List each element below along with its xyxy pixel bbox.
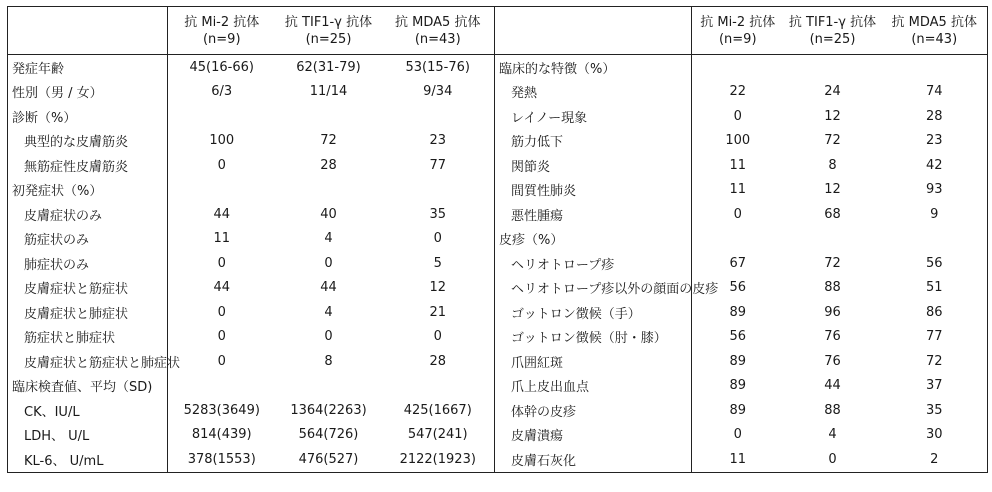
table-row bbox=[8, 227, 988, 252]
right-row-label: 爪上皮出血点 bbox=[495, 374, 692, 399]
left-cell-mi2: 5283(3649) bbox=[183, 402, 260, 418]
right-row-label: 爪囲紅斑 bbox=[495, 349, 692, 374]
left-cell-tif1: 44 bbox=[320, 280, 337, 296]
right-cell-mi2 bbox=[692, 55, 784, 80]
right-row-label: 関節炎 bbox=[495, 153, 692, 178]
right-cell-mda5: 51 bbox=[882, 276, 988, 301]
right-cell-mda5: 30 bbox=[882, 423, 988, 448]
left-cell-mi2: 6/3 bbox=[211, 84, 233, 100]
header-mda5-n: (n=43) bbox=[414, 31, 461, 47]
left-cell-mda5 bbox=[382, 104, 495, 129]
left-row-label: 典型的な皮膚筋炎 bbox=[8, 129, 168, 154]
right-row-label: ヘリオトロープ疹 bbox=[495, 251, 692, 276]
right-cell-tif1 bbox=[784, 55, 882, 80]
left-row-label: CK、IU/L bbox=[8, 398, 168, 423]
left-cell-mi2: 45(16-66) bbox=[189, 59, 254, 75]
table-row bbox=[8, 374, 988, 399]
right-cell-tif1: 12 bbox=[824, 182, 841, 198]
left-cell-mda5: 28 bbox=[429, 353, 447, 369]
header-tif1-right bbox=[784, 7, 882, 55]
table-row bbox=[8, 325, 988, 350]
left-cell-tif1 bbox=[276, 374, 382, 399]
header-mda5-left bbox=[382, 7, 495, 55]
left-row-label: 皮膚症状と筋症状と肺症状 bbox=[8, 349, 168, 374]
left-row-label: 皮膚症状と筋症状 bbox=[8, 276, 168, 301]
left-cell-mi2: 0 bbox=[217, 353, 226, 369]
right-row-label: 臨床的な特徴（%） bbox=[495, 55, 692, 80]
right-cell-mi2: 89 bbox=[729, 402, 747, 418]
header-mi2-n: (n=9) bbox=[718, 31, 757, 47]
header-tif1-title: 抗 TIF1-γ 抗体 bbox=[788, 14, 877, 30]
left-cell-tif1: 8 bbox=[324, 353, 333, 369]
left-cell-tif1: 40 bbox=[320, 206, 337, 222]
left-cell-mda5: 21 bbox=[429, 304, 447, 320]
left-cell-tif1: 564(726) bbox=[298, 427, 359, 443]
left-cell-mda5: 425(1667) bbox=[403, 402, 472, 418]
right-row-label: 筋力低下 bbox=[495, 129, 692, 154]
right-cell-mi2: 89 bbox=[729, 304, 747, 320]
header-mda5-right bbox=[882, 7, 988, 55]
right-cell-tif1: 72 bbox=[824, 255, 841, 271]
header-mda5-n: (n=43) bbox=[911, 31, 958, 47]
table-row bbox=[8, 423, 988, 448]
left-cell-mi2: 100 bbox=[209, 133, 235, 149]
left-cell-mi2: 44 bbox=[213, 206, 231, 222]
table-row bbox=[8, 447, 988, 472]
right-cell-tif1: 88 bbox=[824, 402, 841, 418]
left-cell-mi2: 814(439) bbox=[191, 427, 252, 443]
left-cell-tif1 bbox=[276, 104, 382, 129]
right-cell-mi2: 11 bbox=[729, 182, 747, 198]
left-cell-mda5 bbox=[382, 374, 495, 399]
right-row-label: 間質性肺炎 bbox=[495, 178, 692, 203]
right-cell-mda5: 93 bbox=[882, 178, 988, 203]
table-row bbox=[8, 251, 988, 276]
right-cell-tif1: 76 bbox=[824, 329, 841, 345]
left-cell-mi2: 11 bbox=[213, 231, 231, 247]
left-row-label: 筋症状と肺症状 bbox=[8, 325, 168, 350]
right-cell-tif1: 72 bbox=[824, 133, 841, 149]
right-row-label: ゴットロン徴候（肘・膝） bbox=[495, 325, 692, 350]
right-cell-tif1: 44 bbox=[824, 378, 841, 394]
table-row bbox=[8, 178, 988, 203]
right-cell-mi2: 56 bbox=[729, 280, 747, 296]
right-cell-mi2: 67 bbox=[729, 255, 747, 271]
right-cell-tif1: 68 bbox=[824, 206, 841, 222]
left-cell-mi2: 0 bbox=[217, 157, 226, 173]
left-cell-mda5: 2122(1923) bbox=[382, 447, 495, 472]
right-cell-mda5: 72 bbox=[882, 349, 988, 374]
left-cell-mi2 bbox=[168, 178, 276, 203]
left-cell-tif1: 62(31-79) bbox=[296, 59, 361, 75]
table-row bbox=[8, 398, 988, 423]
right-cell-tif1: 12 bbox=[824, 108, 841, 124]
right-cell-mda5: 77 bbox=[882, 325, 988, 350]
right-cell-tif1: 88 bbox=[824, 280, 841, 296]
table-row bbox=[8, 80, 988, 105]
header-mi2-left bbox=[168, 7, 276, 55]
right-cell-mi2: 100 bbox=[725, 133, 751, 149]
right-cell-tif1: 4 bbox=[828, 427, 837, 443]
header-tif1-title: 抗 TIF1-γ 抗体 bbox=[284, 14, 373, 30]
right-cell-mi2: 0 bbox=[733, 427, 742, 443]
header-mi2-title: 抗 Mi-2 抗体 bbox=[184, 14, 260, 30]
left-cell-tif1: 0 bbox=[324, 255, 333, 271]
left-cell-mda5: 53(15-76) bbox=[405, 59, 470, 75]
table-row bbox=[8, 129, 988, 154]
table-row bbox=[8, 300, 988, 325]
left-cell-tif1: 28 bbox=[320, 157, 337, 173]
left-cell-mi2 bbox=[168, 104, 276, 129]
left-cell-mi2: 44 bbox=[213, 280, 231, 296]
right-row-label: 皮膚石灰化 bbox=[495, 447, 692, 472]
left-cell-tif1: 0 bbox=[324, 329, 333, 345]
header-mda5-title: 抗 MDA5 抗体 bbox=[891, 14, 977, 30]
right-cell-mda5: 9 bbox=[882, 202, 988, 227]
right-cell-mda5: 28 bbox=[882, 104, 988, 129]
right-cell-tif1: 8 bbox=[828, 157, 837, 173]
table-row bbox=[8, 104, 988, 129]
left-row-label: 皮膚症状と肺症状 bbox=[8, 300, 168, 325]
left-cell-mi2: 378(1553) bbox=[168, 447, 276, 472]
header-mi2-title: 抗 Mi-2 抗体 bbox=[700, 14, 776, 30]
right-cell-mda5: 86 bbox=[882, 300, 988, 325]
left-cell-tif1 bbox=[276, 178, 382, 203]
right-cell-mda5 bbox=[882, 55, 988, 80]
table-row bbox=[8, 276, 988, 301]
header-mda5-title: 抗 MDA5 抗体 bbox=[395, 14, 481, 30]
right-cell-tif1: 76 bbox=[824, 353, 841, 369]
left-row-label: 発症年齢 bbox=[8, 55, 168, 80]
right-cell-mi2: 56 bbox=[729, 329, 747, 345]
right-cell-mda5: 35 bbox=[882, 398, 988, 423]
header-mi2-right bbox=[692, 7, 784, 55]
right-row-label: ゴットロン徴候（手） bbox=[495, 300, 692, 325]
left-row-label: 肺症状のみ bbox=[8, 251, 168, 276]
left-cell-mda5: 12 bbox=[429, 280, 447, 296]
header-tif1-left bbox=[276, 7, 382, 55]
right-cell-tif1: 96 bbox=[824, 304, 841, 320]
right-cell-tif1 bbox=[784, 227, 882, 252]
left-cell-mda5: 547(241) bbox=[407, 427, 468, 443]
left-cell-mda5: 77 bbox=[429, 157, 447, 173]
left-row-label: LDH、 U/L bbox=[8, 423, 168, 448]
header-row bbox=[8, 7, 988, 55]
right-row-label: レイノー現象 bbox=[495, 104, 692, 129]
right-cell-mda5 bbox=[882, 227, 988, 252]
left-row-label: 皮膚症状のみ bbox=[8, 202, 168, 227]
right-row-label: 発熱 bbox=[495, 80, 692, 105]
right-cell-mda5: 42 bbox=[882, 153, 988, 178]
table-body bbox=[8, 7, 988, 473]
table-row bbox=[8, 349, 988, 374]
header-tif1-n: (n=25) bbox=[305, 31, 352, 47]
left-cell-tif1: 72 bbox=[320, 133, 337, 149]
right-row-label: 悪性腫瘍 bbox=[495, 202, 692, 227]
left-cell-mi2: 0 bbox=[217, 304, 226, 320]
right-row-label: 皮膚潰瘍 bbox=[495, 423, 692, 448]
left-row-label: 初発症状（%） bbox=[8, 178, 168, 203]
header-blank-left bbox=[8, 7, 168, 55]
left-row-label: 無筋症性皮膚筋炎 bbox=[8, 153, 168, 178]
table-row bbox=[8, 153, 988, 178]
left-cell-mda5: 0 bbox=[433, 329, 442, 345]
right-cell-mi2: 89 bbox=[729, 353, 747, 369]
right-cell-mda5: 74 bbox=[882, 80, 988, 105]
right-cell-tif1: 0 bbox=[784, 447, 882, 472]
right-cell-mi2 bbox=[692, 227, 784, 252]
right-cell-mda5: 23 bbox=[882, 129, 988, 154]
left-cell-tif1: 4 bbox=[324, 304, 333, 320]
header-blank-right bbox=[495, 7, 692, 55]
right-cell-mda5: 56 bbox=[882, 251, 988, 276]
right-cell-tif1: 24 bbox=[824, 84, 841, 100]
left-cell-mda5: 0 bbox=[433, 231, 442, 247]
right-cell-mi2: 0 bbox=[733, 108, 742, 124]
left-cell-mi2 bbox=[168, 374, 276, 399]
right-cell-mi2: 89 bbox=[729, 378, 747, 394]
table-row bbox=[8, 55, 988, 80]
right-cell-mi2: 11 bbox=[692, 447, 784, 472]
right-cell-mi2: 22 bbox=[729, 84, 747, 100]
table-row bbox=[8, 202, 988, 227]
right-cell-mda5: 2 bbox=[882, 447, 988, 472]
right-row-label: 体幹の皮疹 bbox=[495, 398, 692, 423]
left-cell-tif1: 476(527) bbox=[276, 447, 382, 472]
left-cell-tif1: 11/14 bbox=[309, 84, 348, 100]
right-row-label: ヘリオトロープ疹以外の顔面の皮疹 bbox=[495, 276, 692, 301]
left-cell-mda5: 5 bbox=[433, 255, 442, 271]
left-row-label: KL-6、 U/mL bbox=[8, 447, 168, 472]
left-row-label: 臨床検査値、平均（SD) bbox=[8, 374, 168, 399]
right-cell-mi2: 0 bbox=[733, 206, 742, 222]
left-row-label: 筋症状のみ bbox=[8, 227, 168, 252]
left-row-label: 診断（%） bbox=[8, 104, 168, 129]
left-cell-mda5 bbox=[382, 178, 495, 203]
left-cell-mda5: 9/34 bbox=[423, 84, 453, 100]
left-cell-mda5: 35 bbox=[429, 206, 447, 222]
left-cell-tif1: 4 bbox=[324, 231, 333, 247]
right-cell-mi2: 11 bbox=[729, 157, 747, 173]
left-row-label: 性別（男 / 女） bbox=[8, 80, 168, 105]
left-cell-tif1: 1364(2263) bbox=[290, 402, 367, 418]
left-cell-mi2: 0 bbox=[217, 329, 226, 345]
left-cell-mi2: 0 bbox=[217, 255, 226, 271]
header-tif1-n: (n=25) bbox=[809, 31, 856, 47]
antibody-comparison-table bbox=[7, 6, 988, 473]
left-cell-mda5: 23 bbox=[429, 133, 447, 149]
right-row-label: 皮疹（%） bbox=[495, 227, 692, 252]
right-cell-mda5: 37 bbox=[882, 374, 988, 399]
header-mi2-n: (n=9) bbox=[202, 31, 241, 47]
